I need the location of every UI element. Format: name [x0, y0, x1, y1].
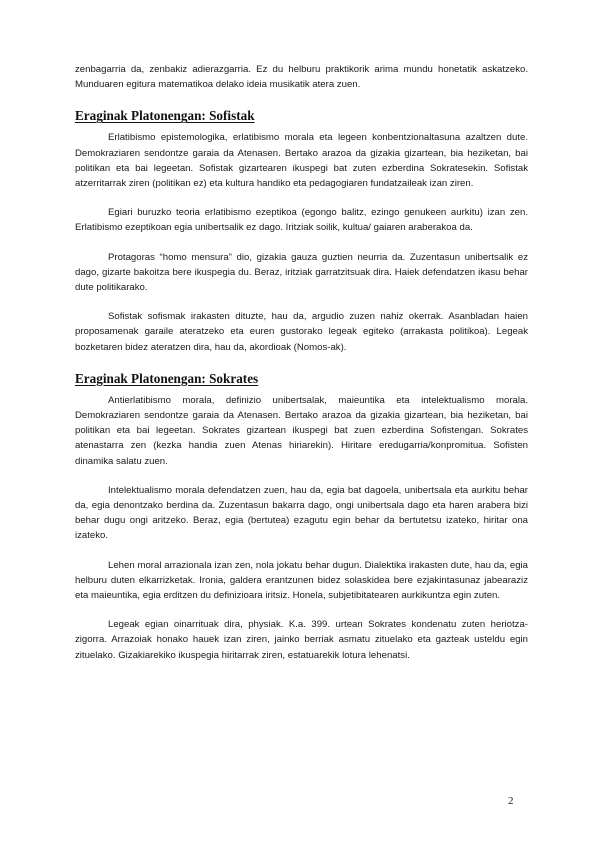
- sokrates-paragraph-1: Antierlatibismo morala, definizio unibertsalak, maieuntika eta intelektualismo morala. Demokraziaren sendontze garaia da Atenasen. Bertako arazoa da gizakia gizartean, bia heziketan, bai politikan eta bai legeetan. Sokrates gizartean ikuspegi bat zuen ezberdina Sofistengan. Sokrates atenastarra zen (kezka handia zuen Atenas hiriarekin). Hiritare eredugarria/konpromitua. Sofisten dinamika salatu zuen.: [75, 394, 528, 467]
- sokrates-paragraph-4: Legeak egian oinarrituak dira, physiak. K.a. 399. urtean Sokrates kondenatu zuten heriotza-zigorra. Arrazoiak honako hauek izan ziren, jainko berriak asmatu zituelako eta gazteak usteldu egin zituelako. Gizakiarekiko ikuspegia hiritarrak ziren, estatuarekik lotura lehenatsi.: [75, 619, 528, 661]
- sokrates-paragraph-2: Intelektualismo morala defendatzen zuen, hau da, egia bat dagoela, unibertsala eta aurkitu behar da, egia denontzako berdina da. Zuzentasun bakarra dago, ongi unibertsala dago eta haren arabera bizi behar dugu ongi aritzeko. Beraz, egia (bertutea) ezagutu egin behar da bertutetsu izateko, hiritar ona izateko.: [75, 484, 528, 542]
- section-heading-sokrates: Eraginak Platonengan: Sokrates: [75, 370, 259, 386]
- intro-paragraph: zenbagarria da, zenbakiz adierazgarria. Ez du helburu praktikorik arima mundu honetatik askatzeko. Munduaren egitura matematikoa delako ideia musikatik atera zuen.: [75, 64, 528, 91]
- sofistak-paragraph-4: Sofistak sofismak irakasten dituzte, hau da, argudio zuzen nahiz okerrak. Asanbladan haien proposamenak garaile ateratzeko eta euren gustorako legeak egiteko (arrakasta politikoa). Legeak bozketaren bidez ateratzen dira, hau da, akordioak (Nomos-ak).: [75, 311, 528, 353]
- sofistak-paragraph-1: Erlatibismo epistemologika, erlatibismo morala eta legeen konbentzionaltasuna azaltzen dute. Demokraziaren sendontze garaia da Atenasen. Bertako arazoa da gizakia gizartean, bia heziketan, bai politikan eta bai legeetan. Sofistak gizartearen ikuspegi bat zuten ezberdina Sokratesekin. Sofistak atzerritarrak ziren (politikan ez) eta kultura handiko eta pedagogiaren fundatzaileak izan ziren.: [75, 132, 528, 190]
- sofistak-paragraph-3: Protagoras “homo mensura” dio, gizakia gauza guztien neurria da. Zuzentasun unibertsalik ez dago, gizarte bakoitza bere ikuspegia du. Beraz, iritziak garratzitsuak dira. Haiek defendatzen ikasu behar dute politikarako.: [75, 251, 528, 294]
- page-number: 2: [508, 795, 514, 807]
- sokrates-paragraph-3: Lehen moral arrazionala izan zen, nola jokatu behar dugun. Dialektika irakasten dute, hau da, egia helburu duten elkarrizketak. Ironia, galdera erantzunen bidez solaskidea bere ezjakintasunaz jabearaziz eta maieuntika, egia erditzen du definizioara iritsiz. Honela, subjetibitatearen aurkikuntza egin zuten.: [75, 559, 528, 602]
- document-page: [75, 62, 528, 663]
- section-heading-sofistak: Eraginak Platonengan: Sofistak: [75, 108, 255, 124]
- sofistak-paragraph-2: Egiari buruzko teoria erlatibismo ezeptikoa (egongo balitz, ezingo genukeen aurkitu) izan zen. Erlatibismo ezeptikoan egia unibertsalik ez dago. Iritziak soilik, kultua/ gaiaren araberakoa da.: [75, 207, 528, 234]
